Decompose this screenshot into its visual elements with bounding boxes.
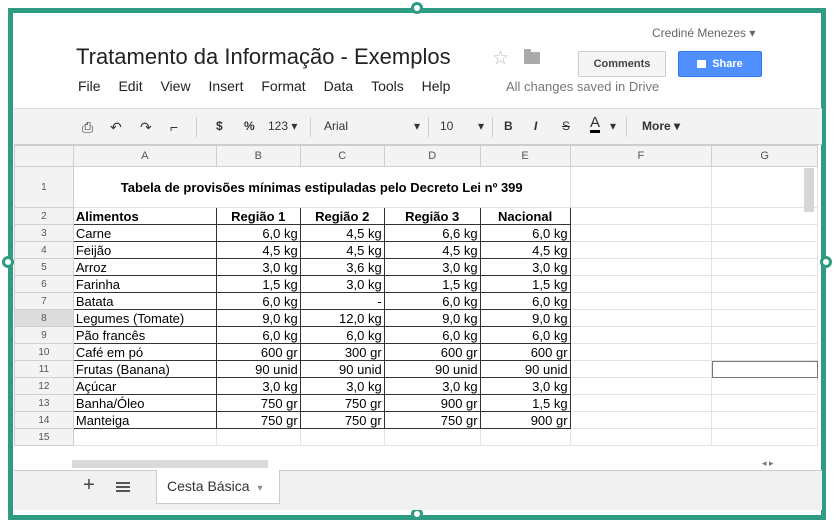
row-header[interactable]: 5 [15,259,74,276]
cell[interactable]: 3,0 kg [216,378,300,395]
chevron-down-icon[interactable]: ▾ [257,483,263,494]
row-header[interactable]: 9 [15,327,74,344]
italic-button[interactable]: I [534,119,538,133]
spreadsheet-grid [14,145,818,446]
table-row [15,167,818,208]
cell[interactable]: 9,0 kg [480,310,570,327]
cell[interactable]: Banha/Óleo [73,395,216,412]
cell[interactable]: 900 gr [480,412,570,429]
row-header[interactable]: 13 [15,395,74,412]
cell[interactable]: Região 1 [216,208,300,225]
cell[interactable]: 4,5 kg [480,242,570,259]
save-status: All changes saved in Drive [506,79,660,94]
cell[interactable] [712,208,818,225]
table-row [15,276,818,293]
cell[interactable] [712,276,818,293]
cell[interactable]: Farinha [73,276,216,293]
font-size-select[interactable]: 10 [440,119,454,133]
row-header[interactable]: 4 [15,242,74,259]
cell[interactable]: Região 2 [300,208,384,225]
cell[interactable]: Legumes (Tomate) [73,310,216,327]
cell[interactable]: 3,0 kg [384,259,480,276]
cell[interactable]: 1,5 kg [480,395,570,412]
cell[interactable]: 90 unid [384,361,480,378]
cell[interactable] [570,361,712,378]
table-row [15,412,818,429]
cell[interactable] [712,259,818,276]
toolbar-divider [428,117,429,137]
cell[interactable] [570,276,712,293]
cell[interactable]: 3,0 kg [480,259,570,276]
column-header-row [15,146,818,167]
cell[interactable] [570,378,712,395]
cell[interactable]: 3,6 kg [300,259,384,276]
menu-bar [78,78,464,94]
toolbar-divider [492,117,493,137]
cell[interactable]: 3,0 kg [384,378,480,395]
cell[interactable]: 3,0 kg [480,378,570,395]
table-row [15,327,818,344]
cell[interactable] [712,327,818,344]
print-icon[interactable]: ⎙ [82,119,94,135]
cell[interactable]: 750 gr [300,412,384,429]
cell[interactable]: 600 gr [480,344,570,361]
text-color-chevron-down-icon[interactable]: ▾ [610,119,617,133]
column-header[interactable]: D [384,146,480,167]
cell[interactable] [300,429,384,446]
cell[interactable] [480,429,570,446]
cell[interactable]: 4,5 kg [300,242,384,259]
toolbar-divider [626,117,627,137]
menu-view[interactable]: View [160,78,191,94]
toolbar [14,108,822,145]
cell[interactable]: 750 gr [384,412,480,429]
size-chevron-down-icon[interactable]: ▾ [478,119,485,133]
menu-insert[interactable]: Insert [208,78,244,94]
row-header[interactable]: 8 [15,310,74,327]
cell[interactable]: 3,0 kg [300,378,384,395]
cell[interactable]: 6,0 kg [300,327,384,344]
cell[interactable] [712,412,818,429]
cell[interactable]: Batata [73,293,216,310]
add-sheet-button[interactable]: + [83,474,95,496]
column-header[interactable]: E [480,146,570,167]
resize-handle-top[interactable] [411,2,423,14]
cell[interactable] [712,242,818,259]
cell[interactable]: 6,0 kg [216,327,300,344]
table-row [15,242,818,259]
table-row [15,361,818,378]
cell[interactable]: 300 gr [300,344,384,361]
cell[interactable] [712,344,818,361]
redo-icon[interactable]: ↷ [140,119,152,135]
column-header[interactable]: C [300,146,384,167]
row-header[interactable]: 7 [15,293,74,310]
cell[interactable]: 9,0 kg [384,310,480,327]
table-row [15,378,818,395]
row-header[interactable]: 3 [15,225,74,242]
cell[interactable]: 90 unid [216,361,300,378]
strikethrough-button[interactable]: S [562,119,571,133]
cell[interactable]: 1,5 kg [216,276,300,293]
menu-format[interactable]: Format [261,78,306,94]
scroll-arrows[interactable]: ◂ ▸ [762,458,774,468]
more-button[interactable]: More ▾ [642,119,681,133]
cell[interactable]: Feijão [73,242,216,259]
cell[interactable]: 4,5 kg [384,242,480,259]
cell[interactable] [712,310,818,327]
cell[interactable]: 1,5 kg [480,276,570,293]
cell[interactable] [570,259,712,276]
cell[interactable]: 900 gr [384,395,480,412]
toolbar-divider [310,117,311,137]
comments-button[interactable]: Comments [578,51,666,77]
cell[interactable] [712,395,818,412]
cell[interactable] [570,310,712,327]
row-header[interactable]: 2 [15,208,74,225]
cell[interactable]: 600 gr [384,344,480,361]
cell[interactable] [570,327,712,344]
cell[interactable]: 750 gr [300,395,384,412]
cell[interactable] [570,429,712,446]
cell[interactable]: 4,5 kg [300,225,384,242]
cell[interactable]: Pão francês [73,327,216,344]
cell[interactable]: 3,0 kg [216,259,300,276]
document-title[interactable]: Tratamento da Informação - Exemplos [76,44,451,69]
menu-edit[interactable]: Edit [118,78,143,94]
cell[interactable] [570,395,712,412]
cell[interactable]: 6,0 kg [216,293,300,310]
cell[interactable] [712,225,818,242]
number-format-button[interactable]: 123 ▾ [268,119,298,133]
table-row [15,310,818,327]
table-row [15,259,818,276]
cell[interactable]: 6,0 kg [480,293,570,310]
bold-button[interactable]: B [504,119,513,133]
row-header[interactable]: 12 [15,378,74,395]
resize-handle-right[interactable] [820,256,832,268]
share-label: Share [712,58,743,70]
resize-handle-left[interactable] [2,256,14,268]
cell[interactable]: 600 gr [216,344,300,361]
paint-format-icon[interactable]: ⌐ [170,119,179,135]
cell[interactable] [570,344,712,361]
cell[interactable]: 6,0 kg [384,327,480,344]
currency-button[interactable]: $ [216,119,223,133]
cell[interactable] [570,412,712,429]
sheet-tabs-bar [14,470,822,510]
cell[interactable]: Carne [73,225,216,242]
cell[interactable]: 750 gr [216,412,300,429]
menu-file[interactable]: File [78,78,101,94]
lock-icon [697,60,706,68]
cell[interactable]: Arroz [73,259,216,276]
cell[interactable]: Café em pó [73,344,216,361]
cell[interactable]: Frutas (Banana) [73,361,216,378]
cell[interactable] [570,208,712,225]
row-header[interactable]: 10 [15,344,74,361]
cell[interactable]: 6,0 kg [384,293,480,310]
row-header[interactable]: 14 [15,412,74,429]
cell[interactable]: 6,0 kg [480,225,570,242]
font-chevron-down-icon[interactable]: ▾ [414,119,421,133]
cell[interactable]: Região 3 [384,208,480,225]
table-row [15,429,818,446]
selected-cell[interactable] [712,361,818,378]
cell[interactable]: Nacional [480,208,570,225]
vertical-scrollbar[interactable] [804,168,814,212]
cell[interactable]: 90 unid [480,361,570,378]
account-name[interactable]: Crediné Menezes ▾ [652,26,756,40]
select-all-corner[interactable] [15,146,74,167]
undo-icon[interactable]: ↶ [110,119,122,135]
table-row [15,225,818,242]
folder-icon[interactable] [524,52,540,64]
table-row [15,208,818,225]
cell[interactable]: 12,0 kg [300,310,384,327]
cell[interactable] [570,293,712,310]
cell[interactable] [712,293,818,310]
cell[interactable]: 9,0 kg [216,310,300,327]
horizontal-scrollbar[interactable] [72,460,268,468]
cell[interactable] [384,429,480,446]
cell[interactable]: 1,5 kg [384,276,480,293]
row-header[interactable]: 15 [15,429,74,446]
sheet-list-icon[interactable] [116,482,130,492]
menu-help[interactable]: Help [421,78,451,94]
table-row [15,395,818,412]
sheet-tab-label: Cesta Básica [167,478,250,494]
table-row [15,344,818,361]
cell[interactable] [712,167,818,208]
column-header[interactable]: G [712,146,818,167]
column-header[interactable]: F [570,146,712,167]
cell[interactable]: 3,0 kg [300,276,384,293]
cell[interactable] [570,225,712,242]
cell[interactable] [570,242,712,259]
cell[interactable]: 4,5 kg [216,242,300,259]
cell[interactable] [712,429,818,446]
column-header[interactable]: A [73,146,216,167]
cell[interactable]: Alimentos [73,208,216,225]
column-header[interactable]: B [216,146,300,167]
font-select[interactable]: Arial [324,119,349,133]
menu-data[interactable]: Data [323,78,354,94]
table-row [15,293,818,310]
cell[interactable]: 6,0 kg [216,225,300,242]
cell[interactable]: - [300,293,384,310]
sheet-tab-cesta-basica[interactable] [156,470,280,504]
row-header[interactable]: 6 [15,276,74,293]
cell[interactable]: Manteiga [73,412,216,429]
text-color-button[interactable]: A [590,114,601,131]
cell[interactable] [712,378,818,395]
star-icon[interactable]: ☆ [492,48,510,69]
cell[interactable]: Açúcar [73,378,216,395]
menu-tools[interactable]: Tools [371,78,404,94]
percent-button[interactable]: % [244,119,255,133]
row-header[interactable]: 11 [15,361,74,378]
cell[interactable]: 6,6 kg [384,225,480,242]
cell[interactable] [570,167,712,208]
cell[interactable] [216,429,300,446]
table-title-cell[interactable]: Tabela de provisões mínimas estipuladas pelo Decreto Lei nº 399 [73,167,570,208]
cell[interactable] [73,429,216,446]
toolbar-divider [196,117,197,137]
share-button[interactable] [678,51,762,77]
cell[interactable]: 750 gr [216,395,300,412]
cell[interactable]: 90 unid [300,361,384,378]
cell[interactable]: 6,0 kg [480,327,570,344]
row-header[interactable]: 1 [15,167,74,208]
